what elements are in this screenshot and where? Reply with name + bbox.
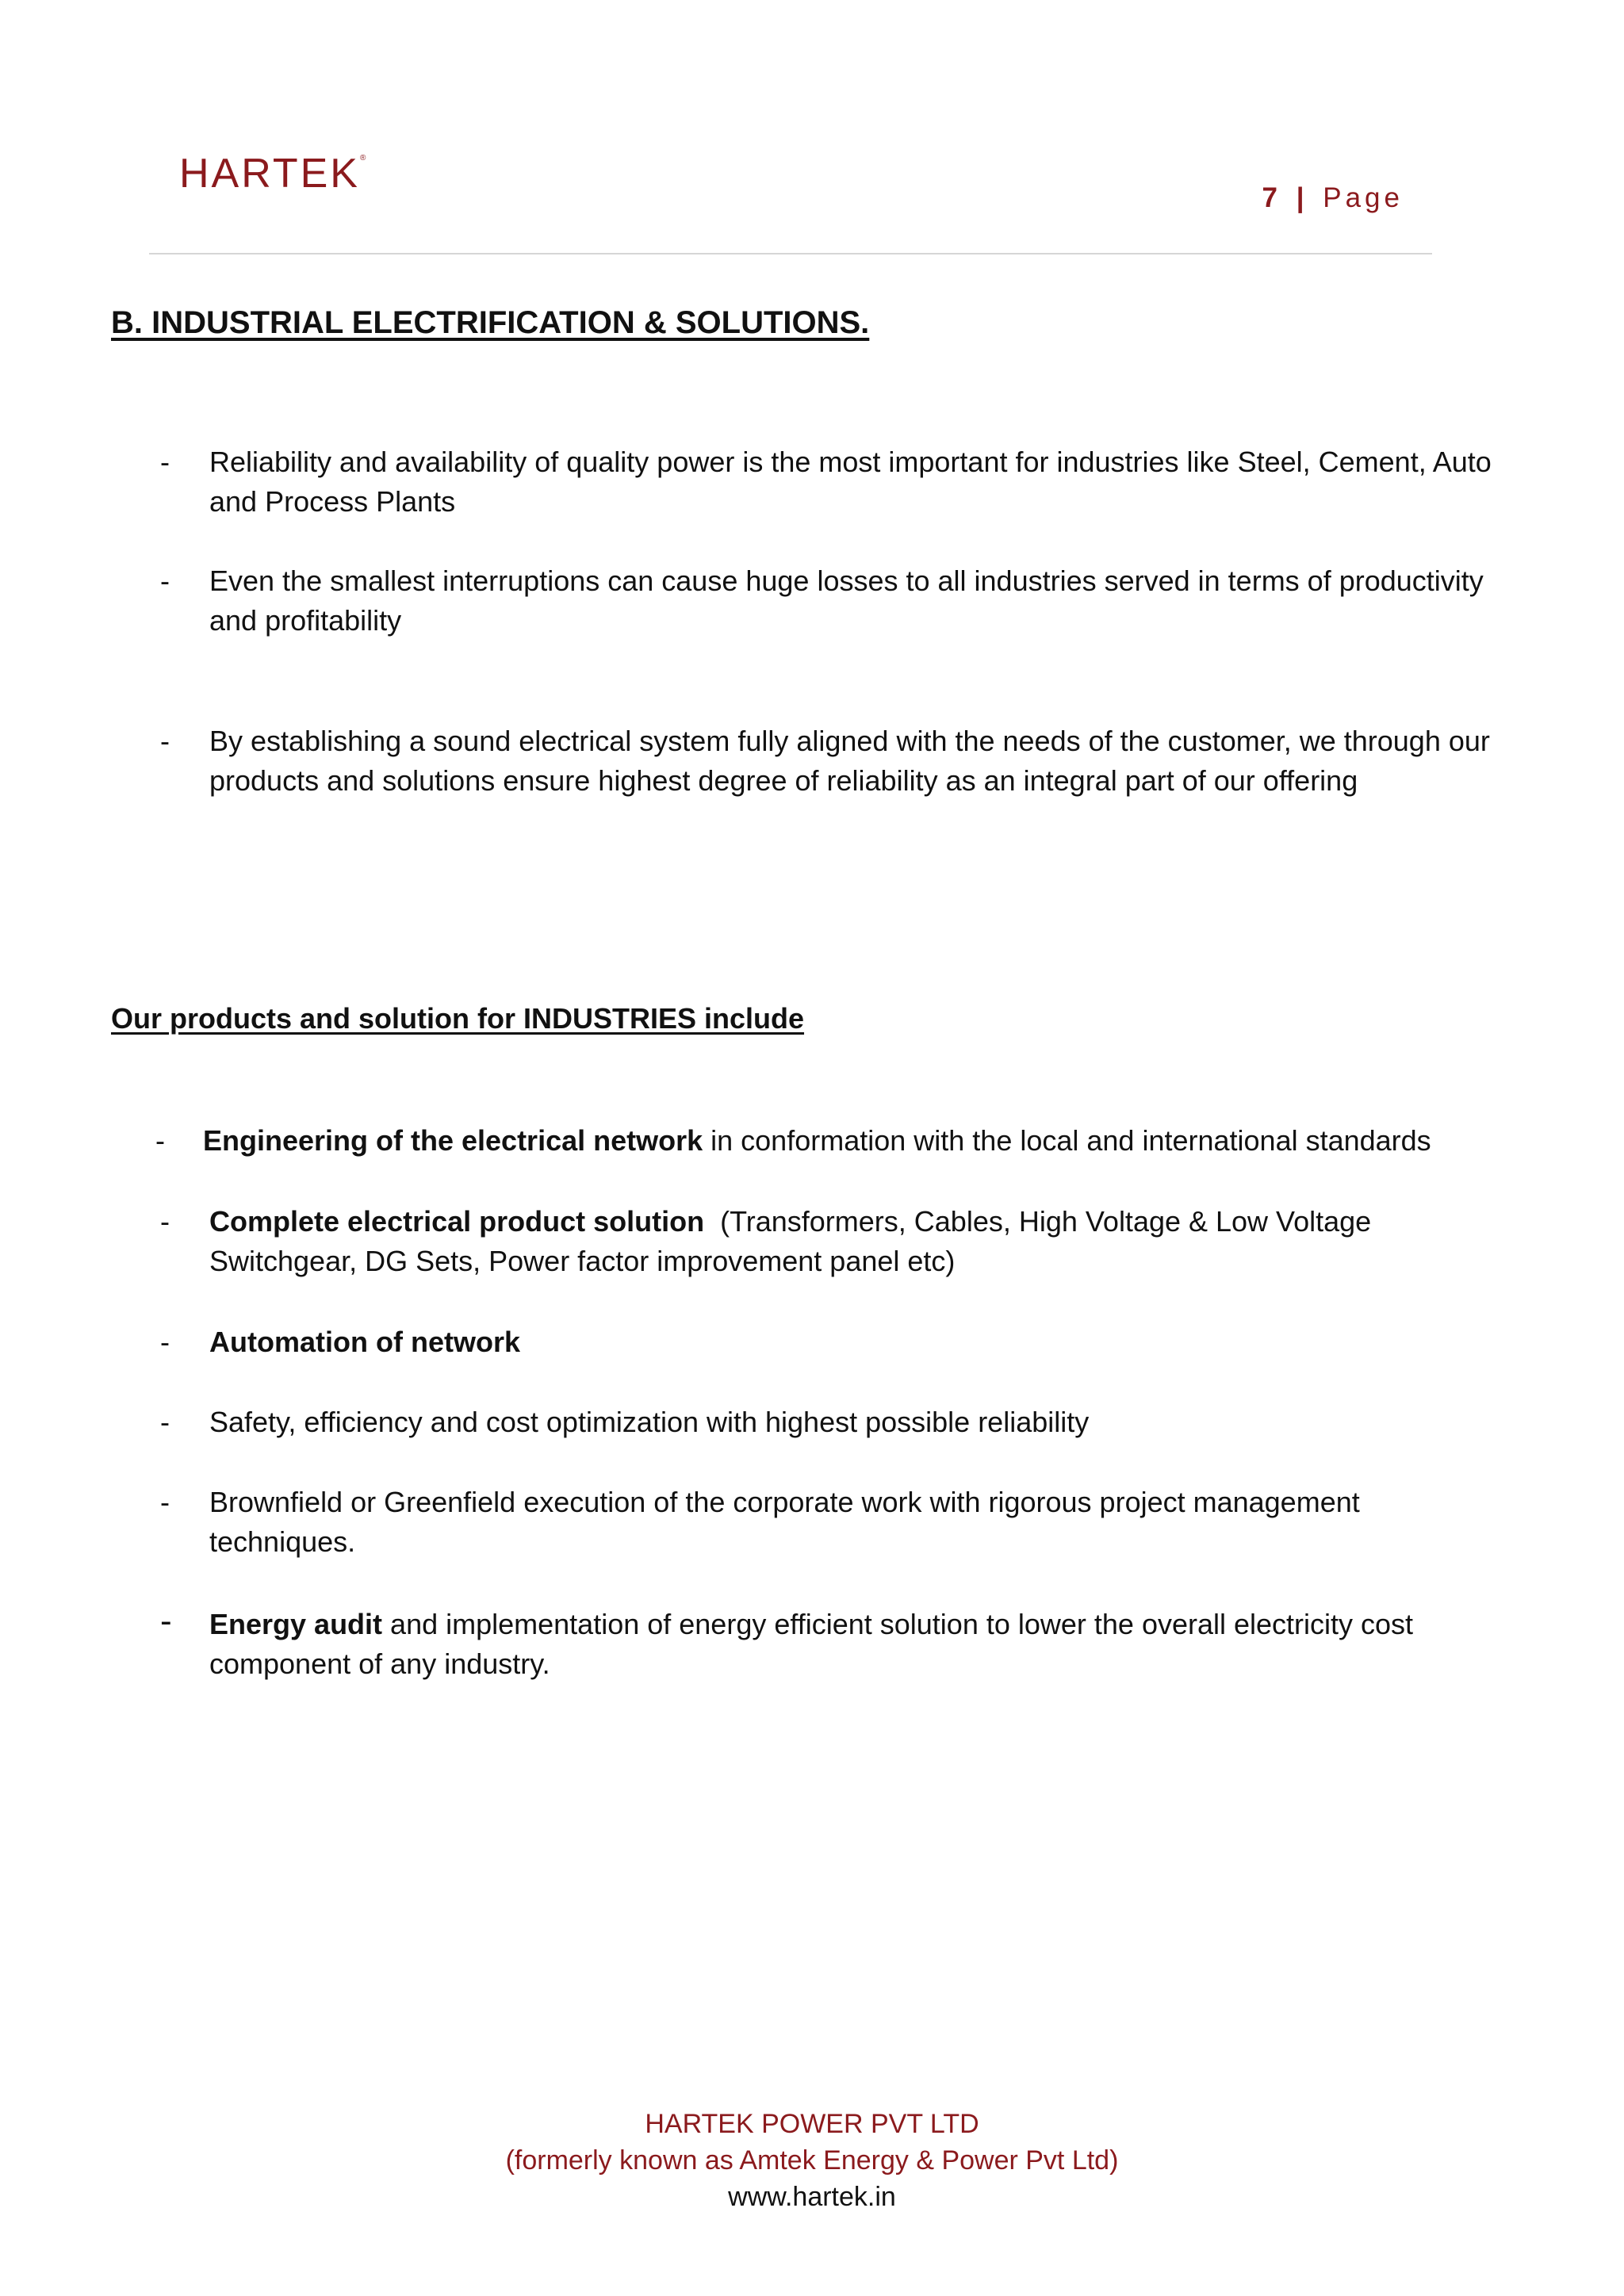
product-item-rest: Safety, efficiency and cost optimization with highest possible reliability <box>209 1406 1090 1438</box>
products-heading: Our products and solution for INDUSTRIES include <box>111 1002 805 1035</box>
bullet-dash: - <box>160 1326 170 1358</box>
product-item-rest: and implementation of energy efficient solution to lower the overall electricity cost component of any industry. <box>209 1608 1414 1680</box>
bullet-dash: - <box>160 1406 170 1438</box>
product-item-rest: in conformation with the local and international standards <box>703 1124 1431 1157</box>
page-number: 7 <box>1262 182 1281 213</box>
product-item-text <box>209 1322 1510 1362</box>
bullet-dash: - <box>160 1205 170 1238</box>
product-item-text <box>209 1483 1494 1562</box>
product-item-text <box>203 1121 1551 1161</box>
section-title: B. INDUSTRIAL ELECTRIFICATION & SOLUTIONS. <box>111 305 870 340</box>
product-item-bold: Automation of network <box>209 1326 520 1358</box>
product-item-bold: Energy audit <box>209 1608 383 1640</box>
footer-former-name: (formerly known as Amtek Energy & Power Pvt Ltd) <box>505 2145 1119 2175</box>
bullet-dash: - <box>155 1124 165 1157</box>
product-item-bold: Engineering of the electrical network <box>203 1124 703 1157</box>
bullet-text: Reliability and availability of quality power is the most important for industries like Steel, Cement, Auto and Process Plants <box>209 446 1492 518</box>
header-divider <box>149 253 1432 254</box>
bullet-text: Even the smallest interruptions can cause huge losses to all industries served in terms of productivity and profitability <box>209 564 1484 637</box>
bullet-text: By establishing a sound electrical system fully aligned with the needs of the customer, we through our products and solutions ensure highest degree of reliability as an integral part of our offering <box>209 725 1490 797</box>
product-item-rest: (Transformers, Cables, High Voltage & Low Voltage Switchgear, DG Sets, Power factor improvement panel etc) <box>209 1205 1380 1277</box>
page-separator: | <box>1296 182 1308 213</box>
logo-registered-mark: ® <box>359 154 366 163</box>
hartek-logo <box>179 151 366 197</box>
footer-website: www.hartek.in <box>728 2182 896 2212</box>
footer-company: HARTEK POWER PVT LTD <box>645 2109 979 2139</box>
product-item-rest: Brownfield or Greenfield execution of the corporate work with rigorous project management techniques. <box>209 1486 1360 1558</box>
bullet-dash: - <box>160 1601 172 1640</box>
product-item-text <box>209 1202 1510 1281</box>
bullet-dash: - <box>160 564 170 597</box>
product-item-text <box>209 1605 1478 1684</box>
logo-text: HARTEK <box>179 151 360 197</box>
page-word: Page <box>1323 182 1404 213</box>
bullet-dash: - <box>160 725 170 757</box>
bullet-dash: - <box>160 1486 170 1518</box>
product-item-bold: Complete electrical product solution <box>209 1205 705 1238</box>
bullet-dash: - <box>160 446 170 478</box>
product-item-text <box>209 1402 1510 1442</box>
page-number-label <box>1262 182 1404 214</box>
